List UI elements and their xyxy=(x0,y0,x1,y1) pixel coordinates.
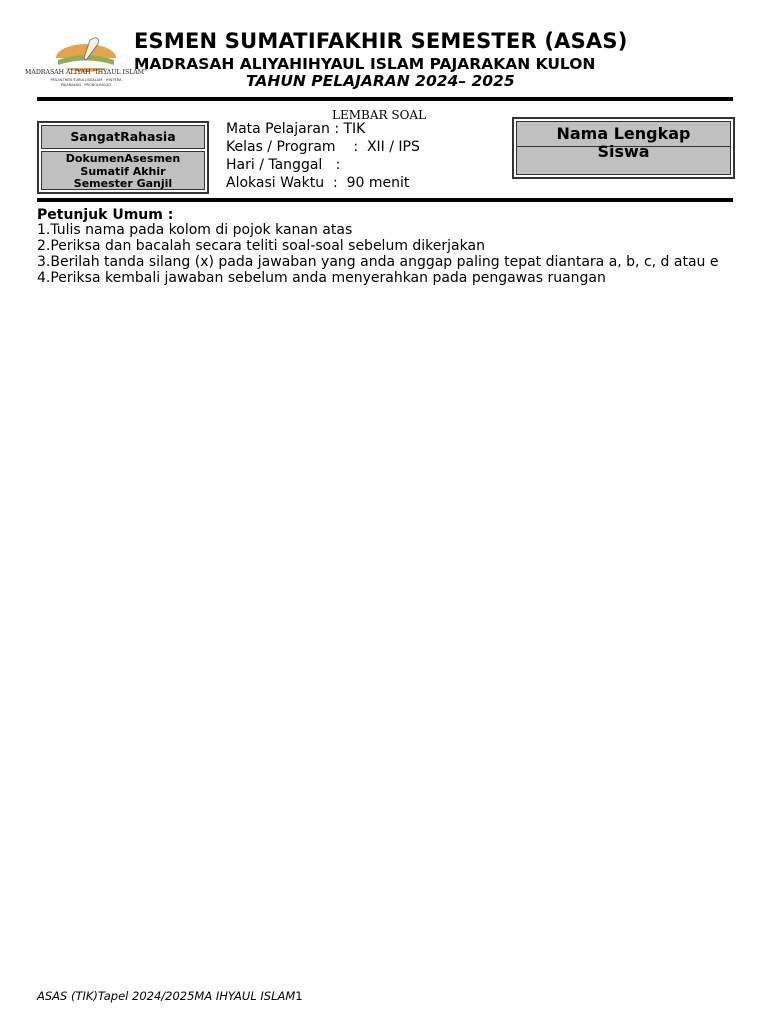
info-date: Hari / Tanggal : xyxy=(226,157,341,173)
instruction-item: 3.Berilah tanda silang (x) pada jawaban yang anda anggap paling tepat diantara a, b, c, d atau e xyxy=(37,254,719,270)
logo-subtext-2: PAJARAKAN · PROBOLINGGO xyxy=(60,83,112,87)
page-footer xyxy=(37,989,303,1003)
student-name-label xyxy=(517,125,730,161)
student-name-box[interactable] xyxy=(512,117,735,179)
student-name-field[interactable] xyxy=(516,121,731,175)
info-class: Kelas / Program : XII / IPS xyxy=(226,139,420,155)
student-name-label-line1: Nama Lengkap xyxy=(556,124,691,143)
confidential-box xyxy=(37,121,209,194)
student-name-label-line2: Siswa xyxy=(597,142,650,161)
page-number: 1 xyxy=(295,989,303,1003)
header-divider-top xyxy=(37,97,733,101)
document-type-line: Semester Ganjil xyxy=(73,177,173,190)
logo-text: MADRASAH ALIYAH "IHYAUL ISLAM" xyxy=(25,69,147,76)
sheet-label: LEMBAR SOAL xyxy=(332,108,427,122)
instruction-item: 4.Periksa kembali jawaban sebelum anda menyerahkan pada pengawas ruangan xyxy=(37,270,606,286)
header-divider-bottom xyxy=(37,198,733,202)
document-type-line: DokumenAsesmen xyxy=(65,152,181,165)
info-duration: Alokasi Waktu : 90 menit xyxy=(226,175,410,191)
info-subject: Mata Pelajaran : TIK xyxy=(226,121,366,137)
instructions-heading: Petunjuk Umum : xyxy=(37,207,174,223)
academic-year: TAHUN PELAJARAN 2024– 2025 xyxy=(246,72,515,90)
instructions-list xyxy=(37,222,737,286)
logo-subtext: PESANTREN SUBULUSSALAM · HINTERA xyxy=(50,78,122,82)
school-name: MADRASAH ALIYAHIHYAUL ISLAM PAJARAKAN KULON xyxy=(134,55,596,73)
school-logo xyxy=(25,34,147,92)
instruction-item: 1.Tulis nama pada kolom di pojok kanan atas xyxy=(37,222,353,238)
confidential-label: SangatRahasia xyxy=(41,125,205,149)
instruction-item: 2.Periksa dan bacalah secara teliti soal-soal sebelum dikerjakan xyxy=(37,238,485,254)
exam-title: ESMEN SUMATIFAKHIR SEMESTER (ASAS) xyxy=(134,29,628,53)
footer-text: ASAS (TIK)Tapel 2024/2025MA IHYAUL ISLAM xyxy=(37,989,296,1003)
document-type-line: Sumatif Akhir xyxy=(80,164,166,178)
document-type-label xyxy=(41,151,205,190)
